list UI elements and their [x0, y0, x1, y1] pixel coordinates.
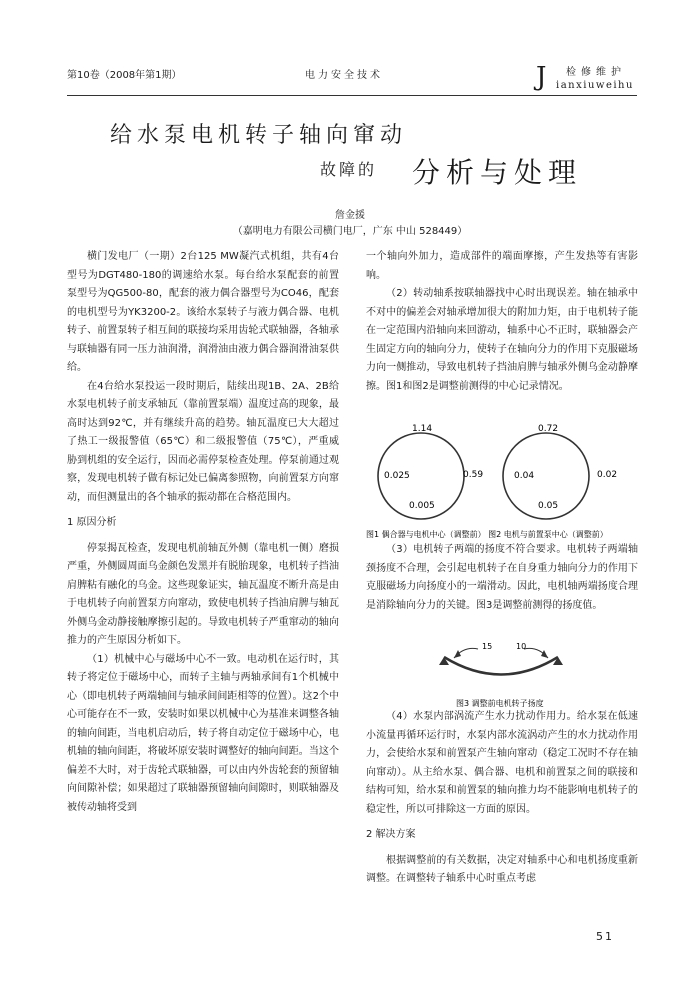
right-column-bottom	[366, 708, 638, 889]
paragraph: （4）水泵内部涡流产生水力扰动作用力。给水泵在低速小流量再循环运行时，水泵内部水流涡动产生的水力扰动作用力，会使给水泵和前置泵产生轴向窜动（稳定工况时不存在轴向窜动）。从主给水泵、偶合器、电机和前置泵之间的联接和结构可知，给水泵和前置泵的轴向推力均不能影响电机转子的稳定性，所以可排除这一方面的原因。	[366, 711, 638, 815]
article-title-line2-large: 分析与处理	[412, 156, 583, 189]
paragraph: 一个轴向外加力，造成部件的端面摩擦，产生发热等有害影响。	[366, 251, 638, 281]
figure-2-bottom-value: 0.05	[538, 501, 559, 511]
author: 詹金援	[335, 210, 365, 221]
paragraph: （1）机械中心与磁场中心不一致。电动机在运行时，其转子将定位于磁场中心，而转子主轴与两轴承间有1个机械中心（即电机转子两端轴间与轴承间间距相等的位置）。这2个中心可能存在不一致，安装时如果以机械中心为基准来调整各轴的轴向间距，当电机启动后，转子将自动定位于磁场中心，电机轴的轴向间距，将破坏原安装时调整好的轴向间距。当这个偏差不大时，对于齿轮式联轴器，可以由内外齿轮套的预留轴向间隙补偿；如果超过了联轴器预留轴向间隙时，则联轴器及被传动轴将受到	[67, 653, 339, 813]
article-title-line2-small: 故障的	[320, 160, 378, 179]
paragraph: （3）电机转子两端的扬度不符合要求。电机转子两端轴颈扬度不合理，会引起电机转子在自身重力轴向分力的作用下克服磁场力向扬度小的一端滑动。因此，电机轴两端扬度合理是消除轴向分力的关键。图3是调整前测得的扬度值。	[366, 544, 638, 611]
affiliation: （嘉明电力有限公司横门电厂，广东 中山 528449）	[232, 226, 468, 237]
figure-2-left-value: 0.04	[514, 471, 535, 481]
paragraph: 横门发电厂（一期）2台125 MW凝汽式机组，共有4台型号为DGT480-180的调速给水泵。每台给水泵配套的前置泵型号为QG500-80，配套的液力偶合器型号为CO46，配套的电机型号为YK3200-2。该给水泵转子与液力偶合器、电机转子、前置泵转子相互间的联接均采用齿轮式联轴器，各轴承与联轴器有同一压力油润滑，润滑油由液力偶合器润滑油泵供给。	[67, 251, 339, 373]
paragraph: （2）转动轴系按联轴器找中心时出现误差。轴在轴承中不对中的偏差会对轴承增加很大的附加力矩，由于电机转子能在一定范围内沿轴向来回游动，轴系中心不正时，联轴器会产生固定方向的轴向分力，使转子在轴向分力的作用下克服磁场力向一侧推动，导致电机转子挡油肩脾与轴承外侧乌金动静摩擦。图1和图2是调整前测得的中心记录情况。	[366, 288, 638, 392]
figure-3-caption: 图3 调整前电机转子扬度	[456, 699, 544, 708]
figure-3-left-value: 15	[482, 642, 493, 651]
paragraph: 根据调整前的有关数据，决定对轴系中心和电机扬度重新调整。在调整转子轴系中心时重点考虑	[366, 854, 638, 884]
section-heading: 2 解决方案	[366, 829, 416, 840]
figure-1-right-value: 0.59	[463, 470, 484, 480]
column-brand-cn: 检修维护	[566, 67, 626, 78]
figure-2-right-value: 0.02	[597, 470, 618, 480]
journal-name: 电力安全技术	[305, 70, 383, 81]
issue-info: 第10卷（2008年第1期）	[67, 70, 182, 81]
article-title-line1: 给水泵电机转子轴向窜动	[110, 123, 408, 148]
figure-3-rotor-curve	[444, 657, 558, 675]
figure-3-left-arrowhead	[454, 650, 461, 658]
figure-2	[503, 424, 617, 519]
paragraph: 在4台给水泵投运一段时期后，陆续出现1B、2A、2B给水泵电机转子前支承轴瓦（靠前置泵端）温度过高的现象，最高时达到92℃，并有继续升高的趋势。轴瓦温度已大大超过了热工一级报警值（65℃）和二级报警值（75℃），严重威胁到机组的安全运行，因而必需停泵检查处理。停泵前通过观察，发现电机转子做有标记处已偏离参照物，向前置泵方向窜动，而但测量出的各个轴承的振动都在合格范围内。	[67, 380, 339, 503]
column-brand-letter: J	[536, 62, 547, 92]
figure-1-top-value: 1.14	[412, 424, 433, 434]
paragraph: 停泵揭瓦检查，发现电机前轴瓦外侧（靠电机一侧）磨损严重，外侧圆周面乌金颜色发黑并有脱胎现象，电机转子挡油肩脾粘有融化的乌金。这些现象证实，轴瓦温度不断升高是由于电机转子向前置泵方向窜动，致使电机转子挡油肩脾与轴瓦外侧乌金动静接触摩擦引起的。导致电机转子严重窜动的轴向推力的产生原因分析如下。	[67, 542, 339, 646]
figure-2-top-value: 0.72	[538, 424, 559, 434]
figure-3-right-value: 10	[516, 642, 527, 651]
left-column	[67, 248, 339, 817]
figure-1	[378, 424, 483, 519]
right-column-middle	[366, 541, 638, 615]
figures-1-2	[366, 418, 646, 543]
figures-1-2-caption: 图1 偶合器与电机中心（调整前） 图2 电机与前置泵中心（调整前）	[366, 530, 608, 539]
column-brand-pinyin: ianxiuweihu	[556, 80, 634, 91]
figure-1-left-value: 0.025	[384, 471, 410, 481]
figure-3-right-arrowhead	[541, 650, 548, 658]
section-heading: 1 原因分析	[67, 517, 117, 528]
page-number: 51	[596, 930, 614, 943]
figure-1-bottom-value: 0.005	[409, 501, 435, 511]
figure-3	[366, 640, 646, 712]
header-rule	[67, 95, 637, 96]
right-column-top	[366, 248, 638, 396]
